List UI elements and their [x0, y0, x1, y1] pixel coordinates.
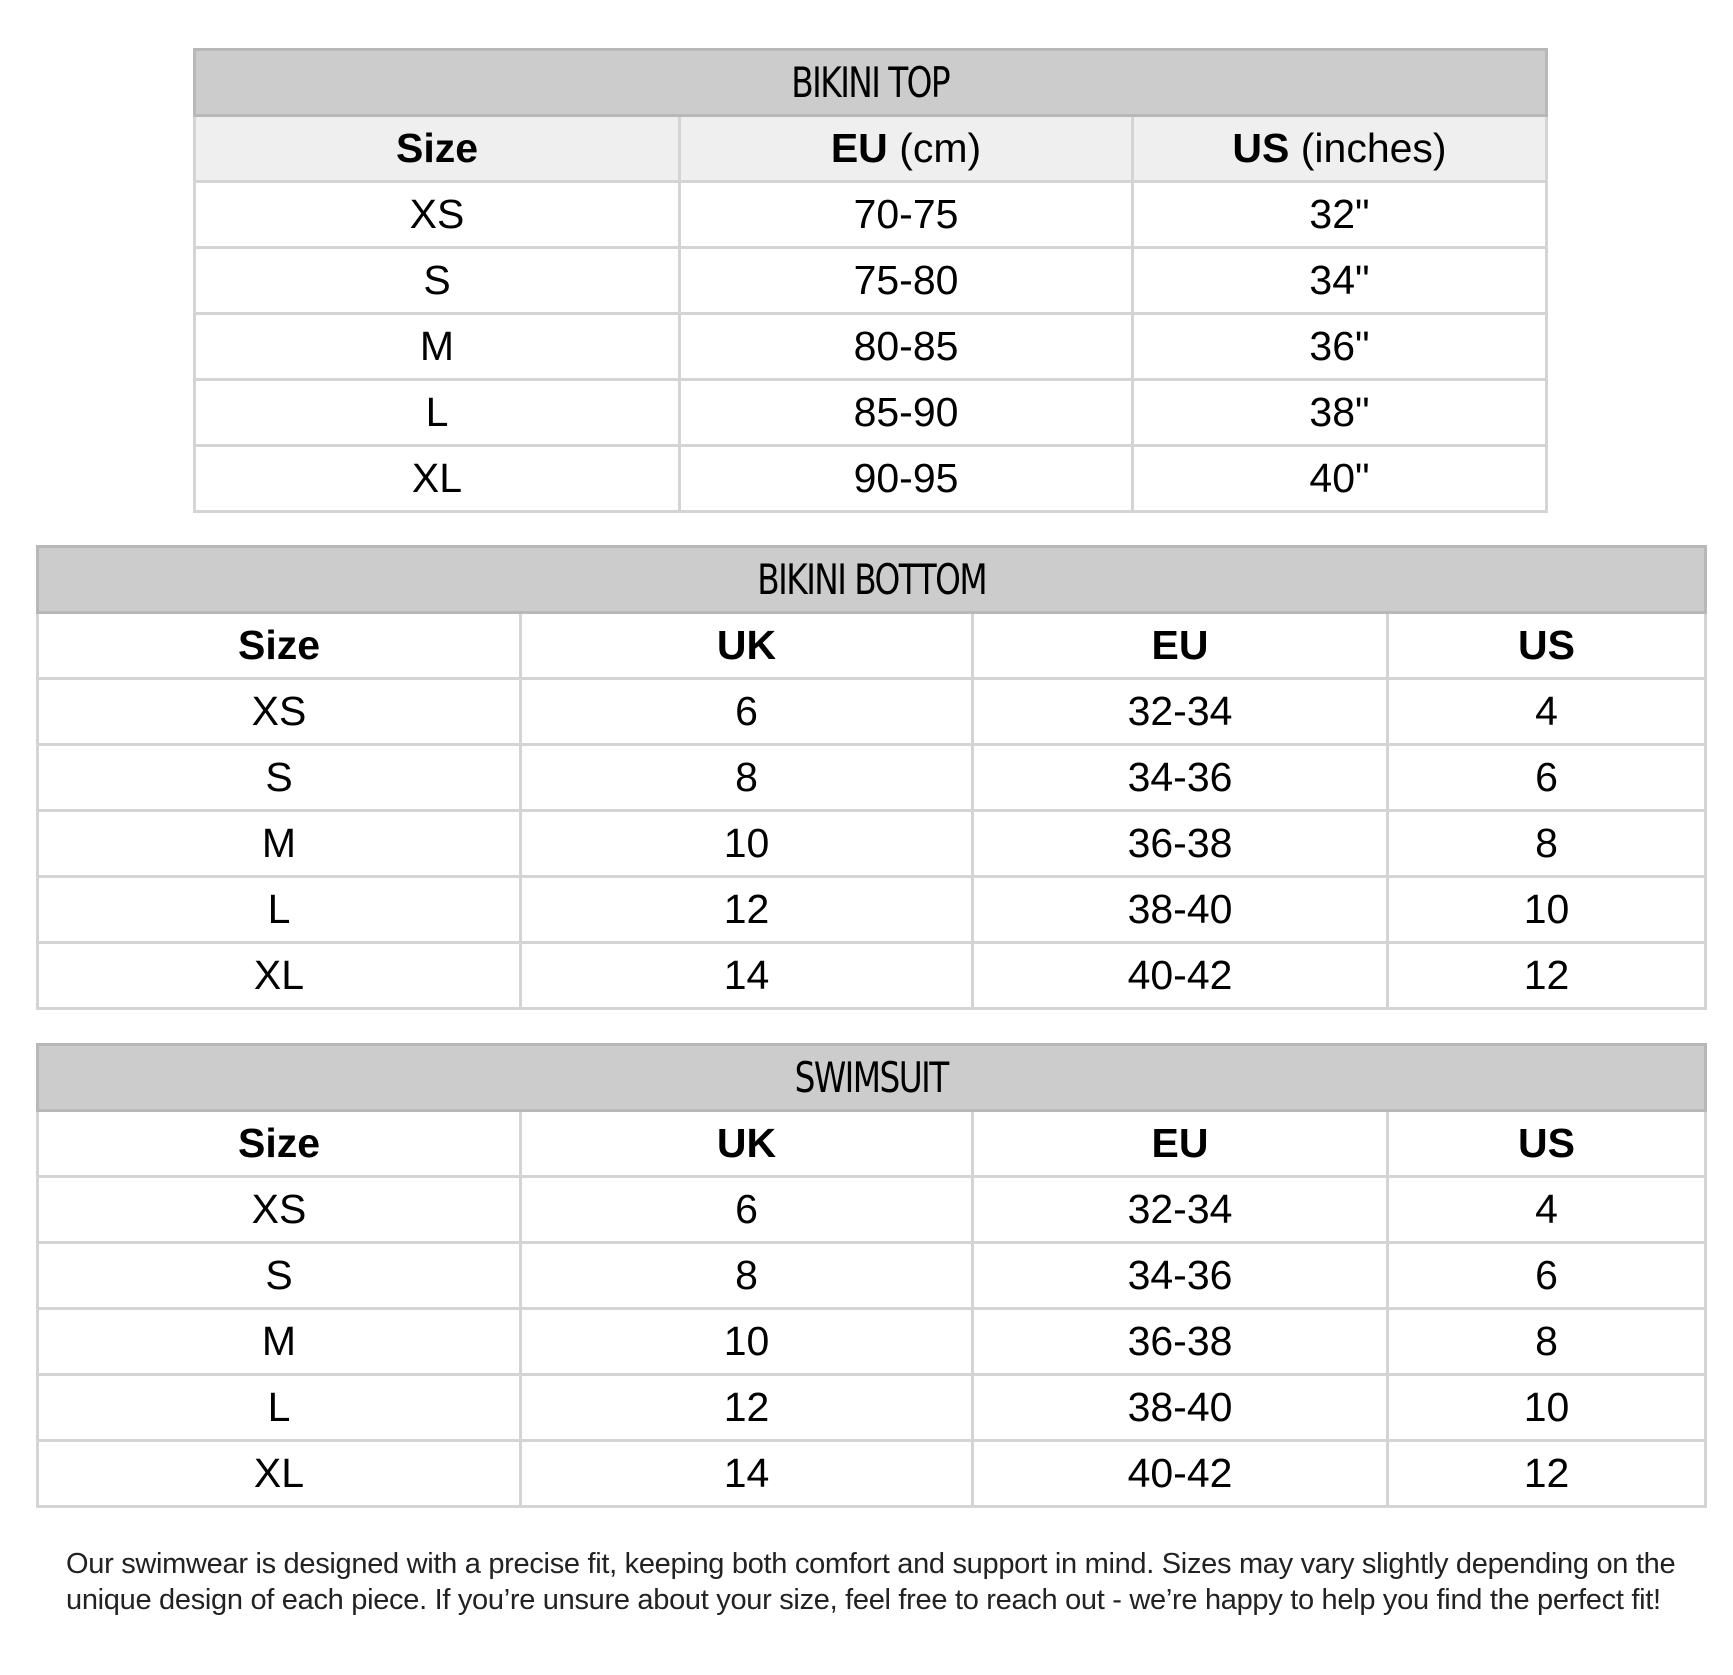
- table-row: [38, 1177, 1706, 1243]
- uk-header: UK: [521, 613, 973, 679]
- size-cell: M: [195, 314, 680, 380]
- eu-cell: 32-34: [973, 1177, 1388, 1243]
- table-row: [195, 182, 1547, 248]
- us-cell: 6: [1388, 745, 1706, 811]
- us-header: US: [1388, 613, 1706, 679]
- uk-cell: 10: [521, 1309, 973, 1375]
- us-cell: 36": [1133, 314, 1547, 380]
- size-header: Size: [38, 1111, 521, 1177]
- size-cell: S: [38, 745, 521, 811]
- table-row: [38, 943, 1706, 1009]
- table-row: [38, 1441, 1706, 1507]
- eu-cell: 40-42: [973, 943, 1388, 1009]
- swimsuit-table: [36, 1043, 1707, 1508]
- uk-cell: 6: [521, 679, 973, 745]
- table-row: [38, 811, 1706, 877]
- eu-cell: 80-85: [680, 314, 1133, 380]
- uk-cell: 6: [521, 1177, 973, 1243]
- us-cell: 8: [1388, 811, 1706, 877]
- size-cell: S: [195, 248, 680, 314]
- table-title: [38, 1045, 1706, 1111]
- eu-cell: 90-95: [680, 446, 1133, 512]
- size-header: Size: [195, 116, 680, 182]
- us-header-label: US: [1232, 125, 1290, 171]
- size-cell: XL: [38, 1441, 521, 1507]
- us-cell: 6: [1388, 1243, 1706, 1309]
- us-header: [1133, 116, 1547, 182]
- table-row: [195, 380, 1547, 446]
- swimsuit-title: SWIMSUIT: [794, 1052, 949, 1102]
- us-cell: 40": [1133, 446, 1547, 512]
- eu-cell: 36-38: [973, 1309, 1388, 1375]
- table-title: [195, 50, 1547, 116]
- us-cell: 38": [1133, 380, 1547, 446]
- table-row: [38, 877, 1706, 943]
- table-row: [38, 745, 1706, 811]
- fit-note: Our swimwear is designed with a precise fit, keeping both comfort and support in mind. Sizes may vary slightly depending on the unique design of each piece. If you’re unsure about your size, feel free to reach out - we’re happy to help you find the perfect fit!: [66, 1548, 1676, 1616]
- us-cell: 4: [1388, 1177, 1706, 1243]
- eu-header: EU: [973, 613, 1388, 679]
- us-cell: 32": [1133, 182, 1547, 248]
- size-cell: XS: [38, 679, 521, 745]
- bikini-bottom-title: BIKINI BOTTOM: [757, 554, 986, 604]
- table-title: [38, 547, 1706, 613]
- table-row: [195, 446, 1547, 512]
- uk-cell: 14: [521, 1441, 973, 1507]
- us-header: US: [1388, 1111, 1706, 1177]
- eu-cell: 85-90: [680, 380, 1133, 446]
- size-cell: XS: [195, 182, 680, 248]
- size-cell: XS: [38, 1177, 521, 1243]
- header-row: [38, 1111, 1706, 1177]
- eu-header-label: EU: [830, 125, 888, 171]
- uk-cell: 8: [521, 1243, 973, 1309]
- eu-cell: 36-38: [973, 811, 1388, 877]
- size-cell: M: [38, 811, 521, 877]
- size-cell: L: [38, 877, 521, 943]
- header-row: [195, 116, 1547, 182]
- size-cell: XL: [195, 446, 680, 512]
- eu-cell: 38-40: [973, 1375, 1388, 1441]
- us-cell: 10: [1388, 1375, 1706, 1441]
- eu-header: EU: [973, 1111, 1388, 1177]
- uk-cell: 12: [521, 1375, 973, 1441]
- eu-cell: 34-36: [973, 745, 1388, 811]
- us-cell: 8: [1388, 1309, 1706, 1375]
- size-cell: L: [195, 380, 680, 446]
- eu-cell: 40-42: [973, 1441, 1388, 1507]
- size-cell: M: [38, 1309, 521, 1375]
- size-cell: S: [38, 1243, 521, 1309]
- uk-cell: 12: [521, 877, 973, 943]
- bikini-bottom-table: [36, 545, 1707, 1010]
- us-cell: 12: [1388, 943, 1706, 1009]
- eu-cell: 34-36: [973, 1243, 1388, 1309]
- header-row: [38, 613, 1706, 679]
- table-row: [195, 248, 1547, 314]
- uk-cell: 8: [521, 745, 973, 811]
- us-cell: 12: [1388, 1441, 1706, 1507]
- size-cell: XL: [38, 943, 521, 1009]
- size-cell: L: [38, 1375, 521, 1441]
- eu-cell: 70-75: [680, 182, 1133, 248]
- uk-header: UK: [521, 1111, 973, 1177]
- table-row: [38, 1309, 1706, 1375]
- uk-cell: 14: [521, 943, 973, 1009]
- bikini-top-title: BIKINI TOP: [791, 57, 950, 107]
- us-cell: 4: [1388, 679, 1706, 745]
- bikini-top-table: [193, 48, 1548, 513]
- us-cell: 34": [1133, 248, 1547, 314]
- eu-cell: 75-80: [680, 248, 1133, 314]
- table-row: [38, 679, 1706, 745]
- uk-cell: 10: [521, 811, 973, 877]
- table-row: [195, 314, 1547, 380]
- table-row: [38, 1375, 1706, 1441]
- table-row: [38, 1243, 1706, 1309]
- eu-header: [680, 116, 1133, 182]
- size-header: Size: [38, 613, 521, 679]
- eu-cell: 32-34: [973, 679, 1388, 745]
- eu-cell: 38-40: [973, 877, 1388, 943]
- us-cell: 10: [1388, 877, 1706, 943]
- us-header-unit: (inches): [1289, 125, 1447, 171]
- eu-header-unit: (cm): [887, 125, 982, 171]
